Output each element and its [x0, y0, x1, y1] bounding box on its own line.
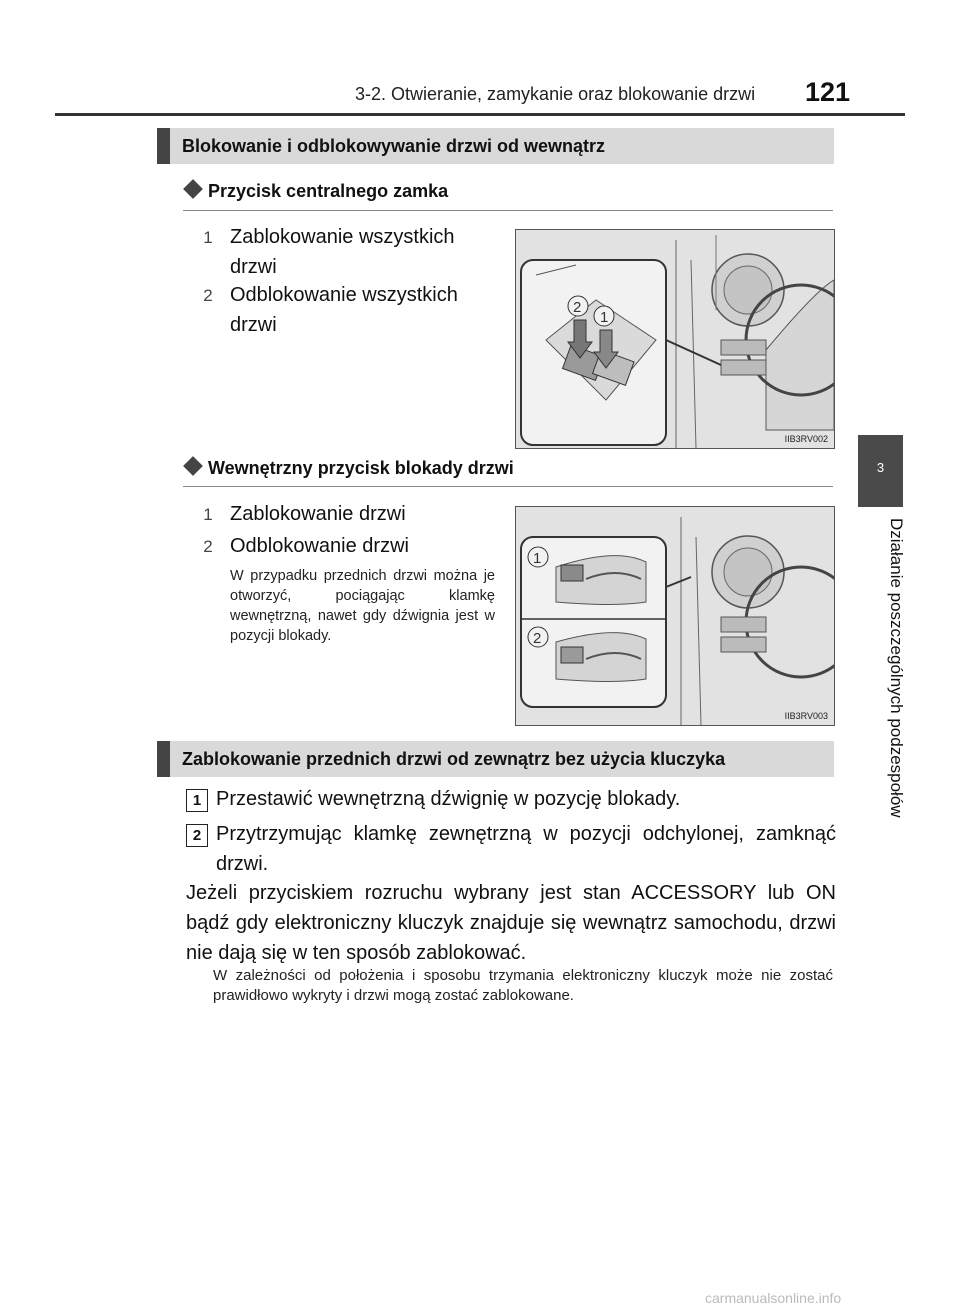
watermark: carmanualsonline.info — [705, 1290, 842, 1306]
step-number-1: 1 — [186, 789, 208, 812]
step-hold-handle: Przytrzymując klamkę zewnętrzną w pozycji odchylonej, zamknąć drzwi. — [216, 823, 836, 875]
subheading-central-lock-switch: Przycisk centralnego zamka — [183, 181, 448, 202]
figure1-callout-1: 1 — [600, 309, 609, 326]
subheading-rule — [183, 210, 833, 211]
figure-interior-lock-button — [515, 506, 835, 726]
item-number-1: 1 — [203, 228, 213, 247]
header-rule — [55, 113, 905, 116]
item-number-1: 1 — [203, 505, 213, 524]
running-header-section: 3-2. Otwieranie, zamykanie oraz blokowanie drzwi — [355, 84, 756, 104]
figure-code: IIB3RV002 — [784, 434, 828, 444]
step-number-2: 2 — [186, 824, 208, 847]
door-handle-illustration — [516, 507, 834, 725]
note-key-detection: W zależności od położenia i sposobu trzymania elektroniczny kluczyk może nie zostać prawidłowo wykryty i drzwi mogą zostać zablokowane. — [213, 967, 833, 1004]
step-move-lever: Przestawić wewnętrzną dźwignię w pozycję blokady. — [216, 788, 681, 810]
figure2-callout-1: 1 — [533, 550, 542, 567]
diamond-bullet-icon — [183, 179, 203, 199]
subheading-interior-lock-button: Wewnętrzny przycisk blokady drzwi — [183, 458, 514, 479]
item-lock-doors: Zablokowanie drzwi — [230, 503, 406, 525]
diamond-bullet-icon — [183, 456, 203, 476]
section-banner-outside-locking: Zablokowanie przednich drzwi od zewnątrz bez użycia kluczyka — [157, 741, 834, 777]
item-unlock-all-doors: Odblokowanie wszystkich drzwi — [230, 284, 458, 336]
chapter-number: 3 — [876, 460, 885, 475]
note-front-door-open: W przypadku przednich drzwi można je otworzyć, pociągając klamkę wewnętrzną, nawet gdy dźwignia jest w pozycji blokady. — [230, 568, 495, 644]
item-unlock-doors: Odblokowanie drzwi — [230, 535, 409, 557]
figure-central-lock-switch — [515, 229, 835, 449]
item-number-2: 2 — [203, 537, 213, 556]
chapter-title-vertical: Działanie poszczególnych podzespołów — [887, 518, 906, 818]
page-number: 121 — [805, 77, 851, 107]
figure1-callout-2: 2 — [573, 299, 582, 316]
subheading-rule — [183, 486, 833, 487]
dashboard-illustration — [516, 230, 834, 448]
item-lock-all-doors: Zablokowanie wszystkich drzwi — [230, 226, 455, 278]
figure2-callout-2: 2 — [533, 630, 542, 647]
item-number-2: 2 — [203, 286, 213, 305]
figure-code: IIB3RV003 — [784, 711, 828, 721]
paragraph-accessory-warning: Jeżeli przyciskiem rozruchu wybrany jest stan ACCESSORY lub ON bądź gdy elektroniczny kluczyk znajduje się wewnątrz samochodu, drzwi nie dają się w ten sposób zablokować. — [186, 882, 836, 964]
section-banner-inside-locking: Blokowanie i odblokowywanie drzwi od wewnątrz — [157, 128, 834, 164]
